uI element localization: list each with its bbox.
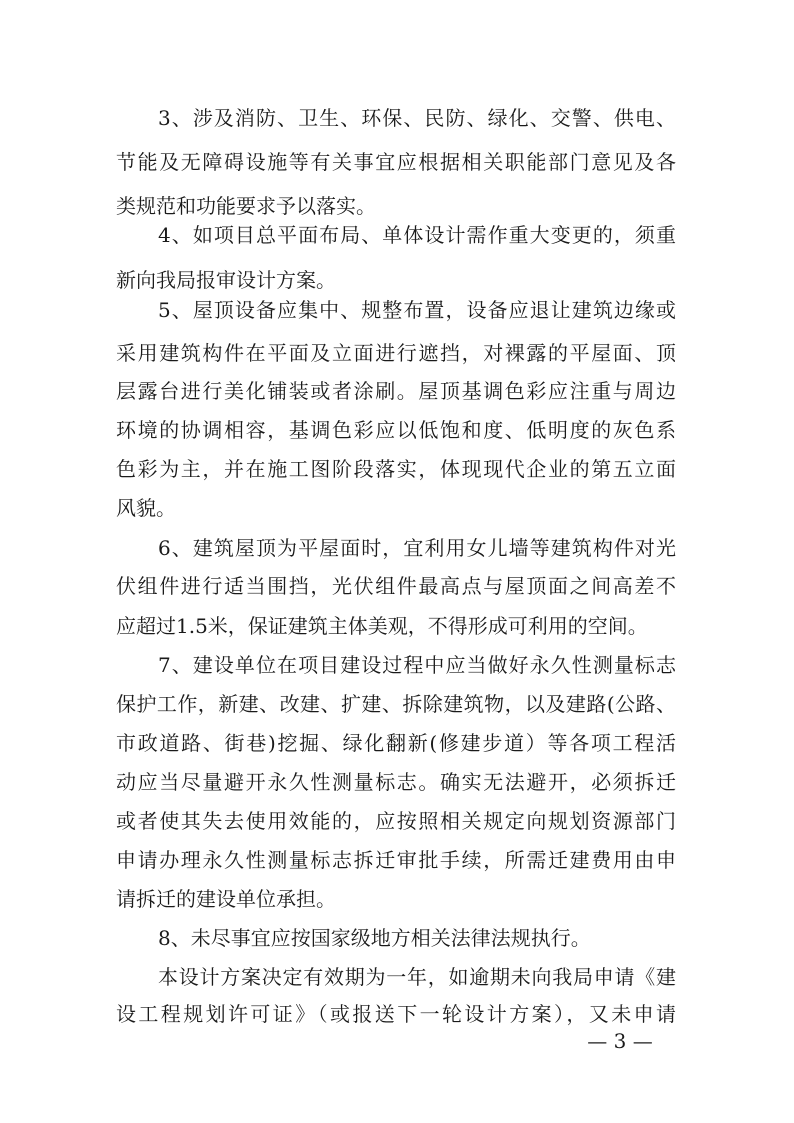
text-line: 保护工作，新建、改建、扩建、拆除建筑物，以及建路(公路、 <box>116 692 676 716</box>
text-line: 风貌。 <box>116 496 176 520</box>
text-line: 节能及无障碍设施等有关事宜应根据相关职能部门意见及各 <box>116 150 676 174</box>
text-line: 6、建筑屋顶为平屋面时，宜利用女儿墙等建筑构件对光 <box>158 536 676 560</box>
text-line: 应超过1.5米，保证建筑主体美观，不得形成可利用的空间。 <box>116 614 648 638</box>
text-line: 环境的协调相容，基调色彩应以低饱和度、低明度的灰色系 <box>116 418 676 442</box>
text-line: 请拆迁的建设单位承担。 <box>116 887 336 911</box>
text-line: 动应当尽量避开永久性测量标志。确实无法避开，必须拆迁 <box>116 770 676 794</box>
text-line: 层露台进行美化铺装或者涂刷。屋顶基调色彩应注重与周边 <box>116 379 676 403</box>
text-line: 4、如项目总平面布局、单体设计需作重大变更的，须重 <box>158 223 676 247</box>
text-line: 7、建设单位在项目建设过程中应当做好永久性测量标志 <box>158 653 676 677</box>
text-line: 本设计方案决定有效期为一年，如逾期未向我局申请《建 <box>158 965 676 989</box>
page-number: — 3 — <box>587 1029 653 1053</box>
text-line: 或者使其失去使用效能的，应按照相关规定向规划资源部门 <box>116 809 676 833</box>
text-line: 市政道路、街巷)挖掘、绿化翻新(修建步道）等各项工程活 <box>116 731 676 755</box>
text-line: 申请办理永久性测量标志拆迁审批手续，所需迁建费用由申 <box>116 848 676 872</box>
text-line: 5、屋顶设备应集中、规整布置，设备应退让建筑边缘或 <box>158 298 676 322</box>
text-line: 设工程规划许可证》（或报送下一轮设计方案），又未申请 <box>116 1002 676 1026</box>
text-line: 采用建筑构件在平面及立面进行遮挡，对裸露的平屋面、顶 <box>116 341 676 365</box>
text-line: 类规范和功能要求予以落实。 <box>116 194 376 218</box>
text-line: 8、未尽事宜应按国家级地方相关法律法规执行。 <box>158 926 591 950</box>
text-line: 3、涉及消防、卫生、环保、民防、绿化、交警、供电、 <box>158 106 676 130</box>
text-line: 新向我局报审设计方案。 <box>116 268 336 292</box>
text-line: 伏组件进行适当围挡，光伏组件最高点与屋顶面之间高差不 <box>116 574 676 598</box>
text-line: 色彩为主，并在施工图阶段落实，体现现代企业的第五立面 <box>116 457 676 481</box>
